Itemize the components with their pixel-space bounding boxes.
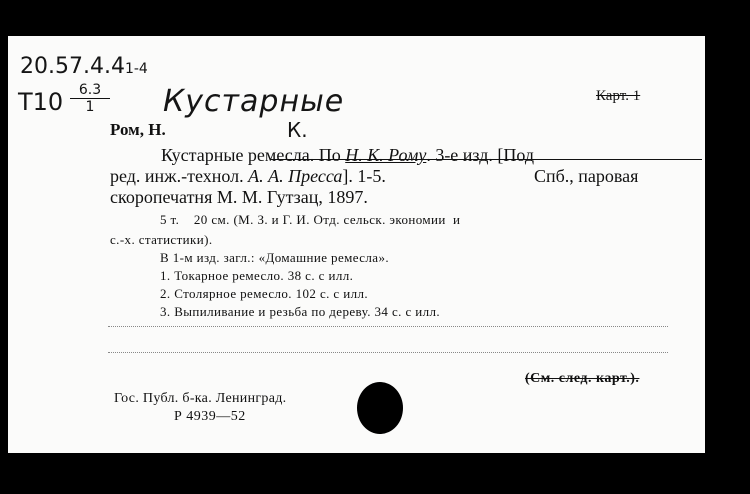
- call-number-line1: [20, 54, 148, 79]
- entry-editor-name: А. А. Пресса: [248, 166, 343, 186]
- volume-item-1: 1. Токарное ремесло. 38 с. с илл.: [160, 268, 354, 283]
- entry-volumes-range: ]. 1-5.: [342, 166, 386, 186]
- call-number-line2: [18, 88, 63, 116]
- heading-handwritten-initial: К.: [287, 118, 308, 142]
- call-number-prefix: Т10: [18, 88, 64, 116]
- entry-author-name: Н. К. Рому: [345, 145, 427, 165]
- call-number-fraction: [70, 82, 110, 115]
- entry-line-3: скоропечатня М. М. Гутзац, 1897.: [110, 187, 368, 207]
- entry-editor-prefix: ред. инж.-технол.: [110, 166, 249, 186]
- library-number: Р 4939—52: [174, 409, 246, 424]
- collation-line-1: 5 т. 20 см. (М. З. и Г. И. Отд. сельск. экономии и: [160, 212, 461, 227]
- underline-rule: [270, 159, 702, 160]
- card-label: Карт. 1: [596, 88, 641, 104]
- call-number-main: 20.57.4.4: [20, 54, 125, 79]
- collation-note: В 1-м изд. загл.: «Домашние ремесла».: [160, 250, 390, 265]
- library-seal: [357, 382, 403, 434]
- volume-item-2: 2. Столярное ремесло. 102 с. с илл.: [160, 286, 369, 301]
- continuation-note: (См. след. карт.).: [525, 371, 640, 386]
- catalog-card: [8, 36, 705, 453]
- heading-author: Ром, Н.: [110, 120, 166, 139]
- call-number-sub: 1-4: [124, 61, 148, 77]
- fraction-bottom: 1: [85, 99, 95, 115]
- entry-line-1: [161, 145, 534, 166]
- fraction-top: 6.3: [70, 82, 110, 99]
- entry-title-text: Кустарные ремесла. По: [161, 145, 346, 165]
- dotted-divider: [108, 326, 668, 327]
- entry-line-2: [110, 166, 386, 187]
- handwritten-title: Кустарные: [163, 84, 345, 119]
- volume-item-3: 3. Выпиливание и резьба по дереву. 34 с. с илл.: [160, 304, 441, 319]
- library-name: Гос. Публ. б-ка. Ленинград.: [114, 391, 287, 406]
- collation-line-2: с.-х. статистики).: [110, 232, 213, 247]
- entry-place: Спб., паровая: [534, 166, 639, 186]
- dotted-divider: [108, 352, 668, 353]
- entry-edition: . 3-е изд. [Под: [426, 145, 535, 165]
